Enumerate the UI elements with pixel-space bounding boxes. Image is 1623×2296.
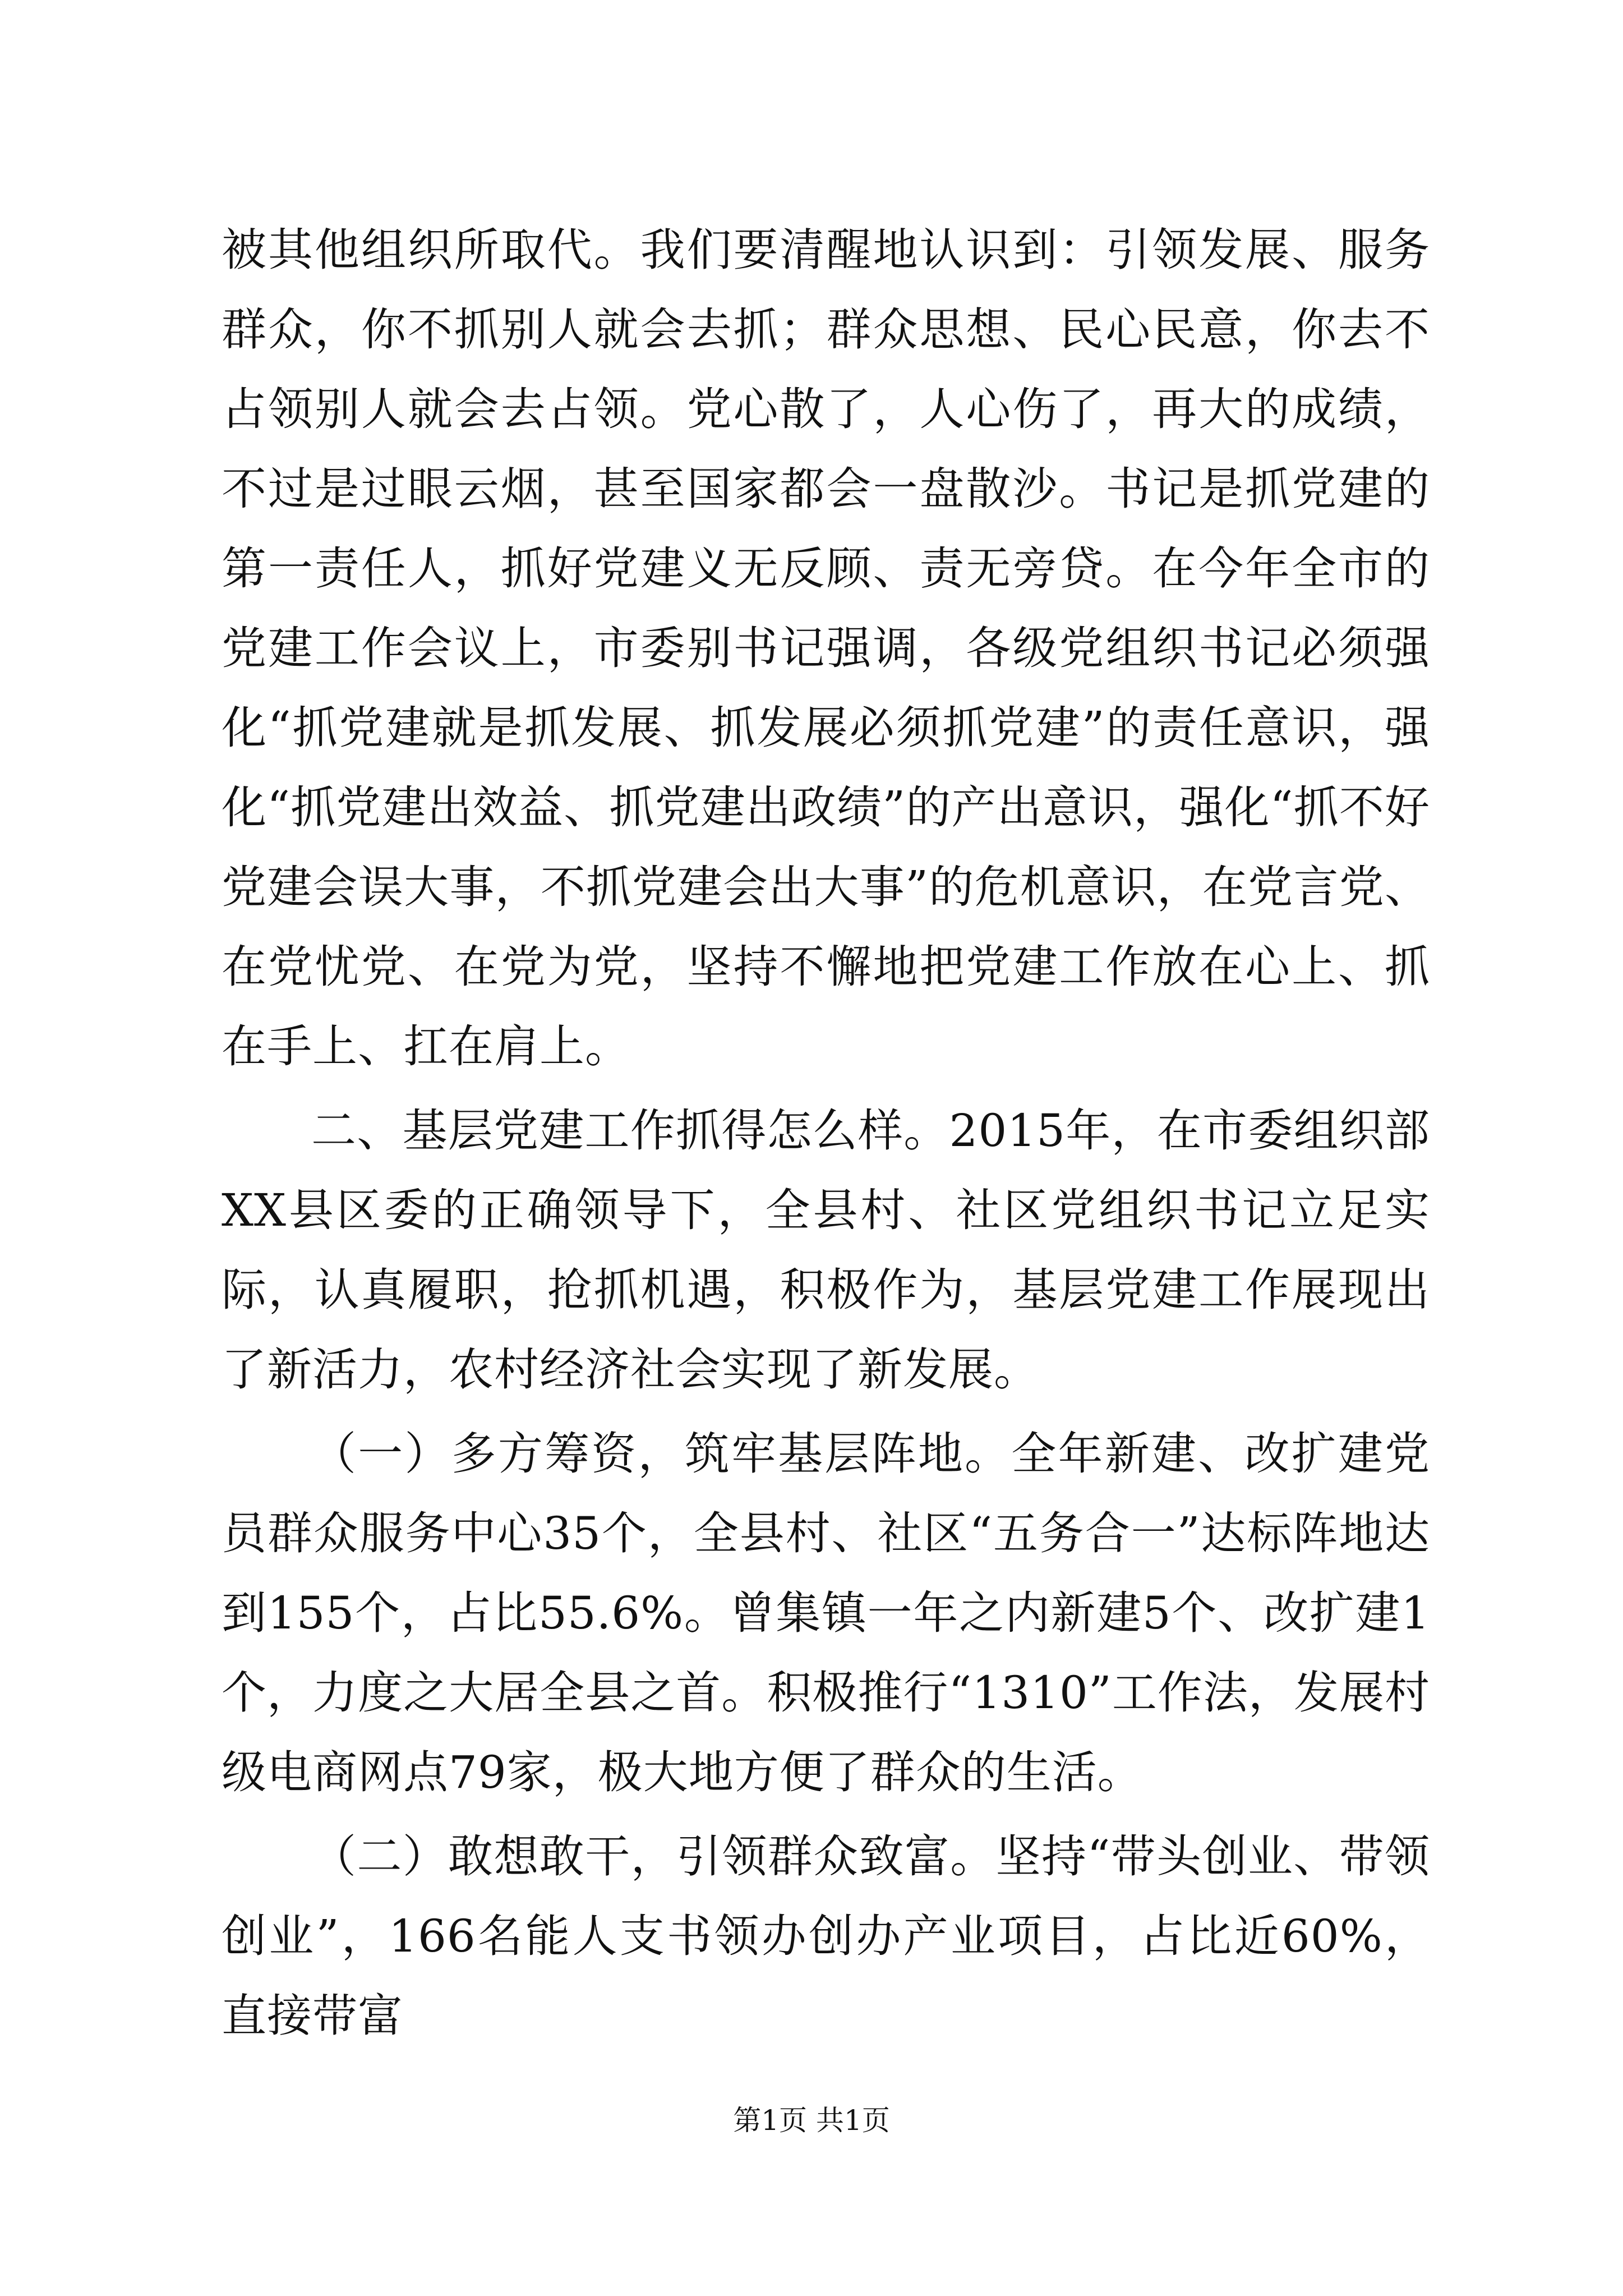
paragraph-2: 二、基层党建工作抓得怎么样。2015年，在市委组织部XX县区委的正确领导下，全县村、社区党组织书记立足实际，认真履职，抢抓机遇，积极作为，基层党建工作展现出了新活力，农村经济社会实现了新发展。 bbox=[222, 1105, 1430, 1396]
paragraph-3: （一）多方筹资，筑牢基层阵地。全年新建、改扩建党员群众服务中心35个，全县村、社区“五务合一”达标阵地达到155个，占比55.6%。曾集镇一年之内新建5个、改扩建1个，力度之大居全县之首。积极推行“1310”工作法，发展村级电商网点79家，极大地方便了群众的生活。 bbox=[222, 1428, 1430, 1798]
paragraph-1: 被其他组织所取代。我们要清醒地认识到：引领发展、服务群众，你不抓别人就会去抓；群众思想、民心民意，你去不占领别人就会去占领。党心散了，人心伤了，再大的成绩，不过是过眼云烟，甚至国家都会一盘散沙。书记是抓党建的第一责任人，抓好党建义无反顾、责无旁贷。在今年全市的党建工作会议上，市委别书记强调，各级党组织书记必须强化“抓党建就是抓发展、抓发展必须抓党建”的责任意识，强化“抓党建出效益、抓党建出政绩”的产出意识，强化“抓不好党建会误大事，不抓党建会出大事”的危机意识，在党言党、在党忧党、在党为党，坚持不懈地把党建工作放在心上、抓在手上、扛在肩上。 bbox=[222, 224, 1430, 1073]
paragraph-4: （二）敢想敢干，引领群众致富。坚持“带头创业、带领创业”，166名能人支书领办创办产业项目，占比近60%，直接带富 bbox=[222, 1830, 1430, 2042]
page-footer: 第1页 共1页 bbox=[733, 2104, 890, 2137]
document-body bbox=[222, 210, 1430, 2056]
